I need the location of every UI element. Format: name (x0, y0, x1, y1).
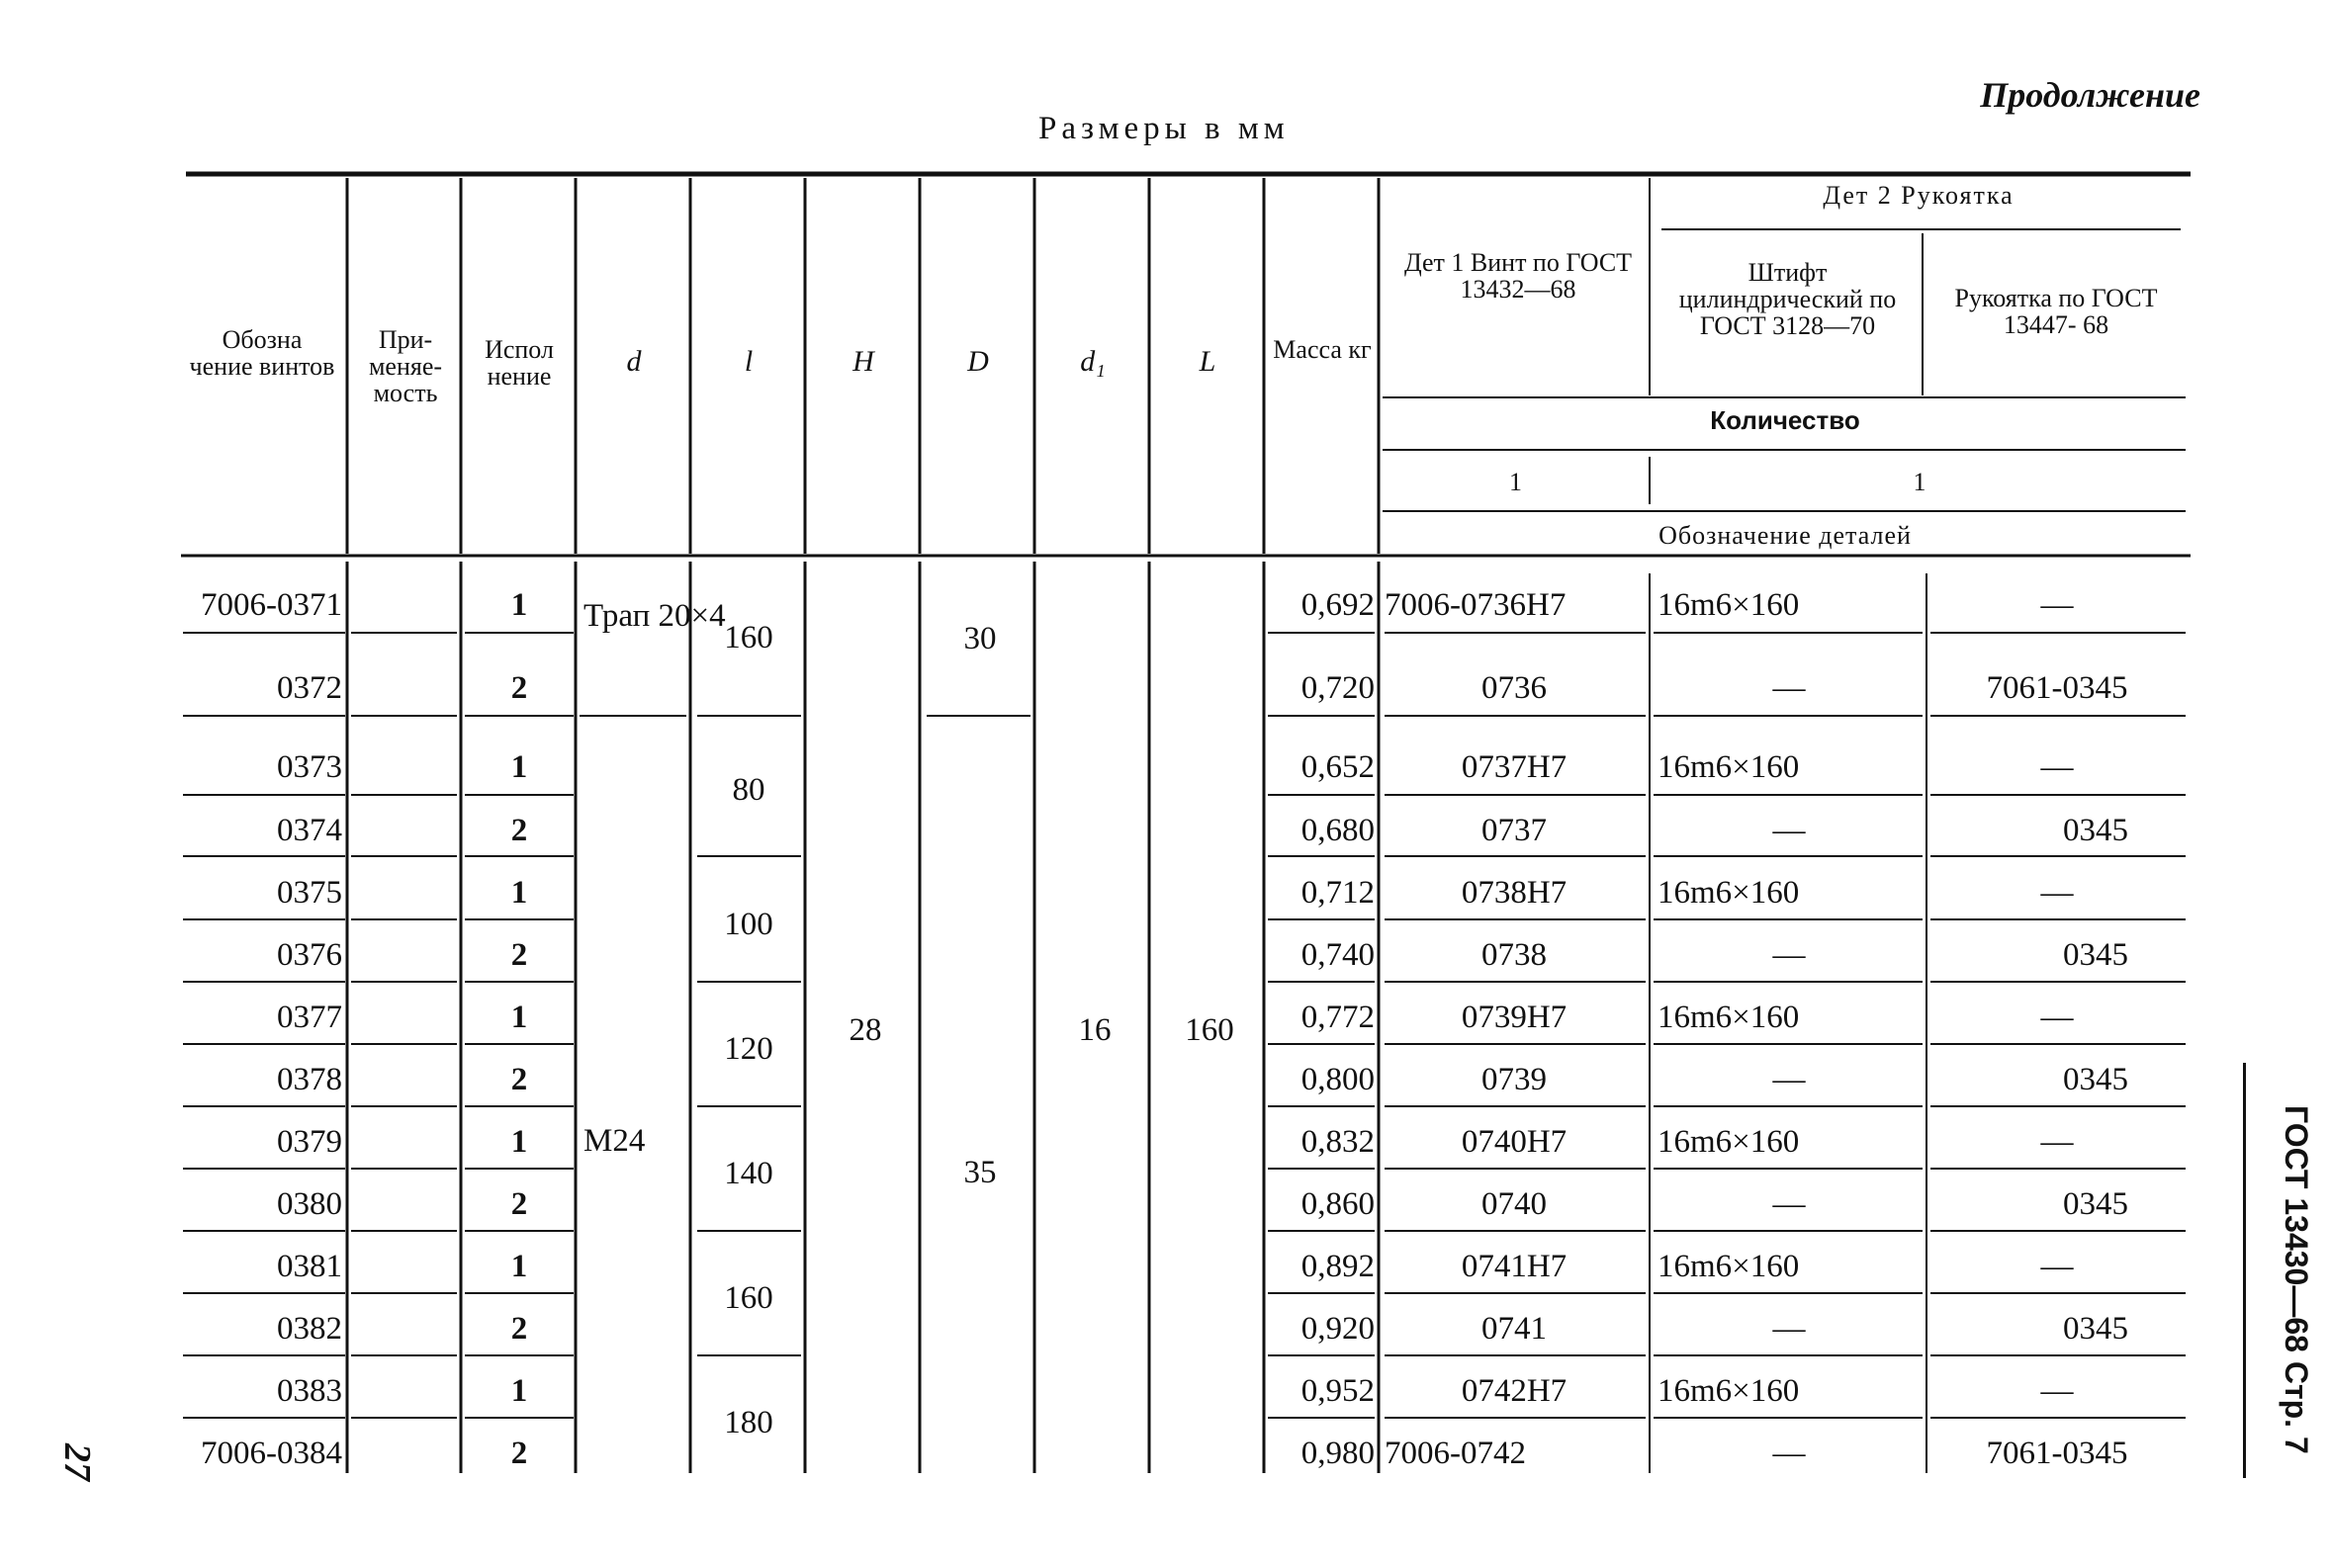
header-D: D (967, 345, 989, 378)
header-qty2: 1 (1913, 468, 1926, 496)
cell-designation: 0380 (277, 1186, 342, 1222)
cell-l: 140 (724, 1156, 773, 1191)
cell-handle: — (2040, 1249, 2074, 1284)
cell-designation: 0382 (277, 1311, 342, 1347)
cell-version: 1 (510, 1124, 528, 1160)
cell-screw: 0737 (1481, 813, 1547, 848)
cell-pin: — (1772, 1062, 1806, 1097)
cell-l: 120 (724, 1031, 773, 1067)
cell-mass: 0,832 (1300, 1124, 1375, 1160)
cell-pin: 16m6×160 (1657, 749, 1800, 785)
table-row (0, 813, 2329, 852)
cell-mass: 0,692 (1300, 587, 1375, 623)
cell-pin: — (1772, 1311, 1806, 1347)
table-row (0, 1000, 2329, 1039)
header-L: L (1199, 345, 1216, 378)
header-part2: Дет 2 Рукоятка (1823, 181, 2015, 210)
cell-screw: 0736 (1481, 670, 1547, 706)
page-number: 27 (56, 1443, 98, 1481)
cell-screw: 0741H7 (1461, 1249, 1568, 1284)
cell-designation: 0378 (277, 1062, 342, 1097)
cell-handle: 0345 (2063, 1062, 2128, 1097)
cell-screw: 0739 (1481, 1062, 1547, 1097)
cell-screw: 0741 (1481, 1311, 1547, 1347)
units-caption: Размеры в мм (1038, 111, 1290, 146)
cell-pin: — (1772, 670, 1806, 706)
header-part1: Дет 1 Винт по ГОСТ 13432—68 (1403, 248, 1633, 304)
cell-version: 2 (510, 670, 528, 706)
cell-handle: — (2040, 1000, 2074, 1035)
header-applicability: При- меняе- мость (368, 325, 443, 407)
header-l: l (744, 345, 754, 378)
cell-pin: 16m6×160 (1657, 1124, 1800, 1160)
cell-designation: 7006-0371 (201, 587, 342, 623)
cell-l: 80 (732, 772, 765, 808)
header-qty1: 1 (1509, 468, 1522, 496)
header-parts-designation: Обозначение деталей (1658, 521, 1912, 550)
cell-d-trap: Трап 20×4 (583, 598, 726, 634)
cell-l: 160 (724, 620, 773, 655)
cell-screw: 0738H7 (1461, 875, 1568, 911)
table-row (0, 1062, 2329, 1101)
table-row (0, 1436, 2329, 1475)
table-row (0, 670, 2329, 710)
header-handle: Рукоятка по ГОСТ 13447- 68 (1954, 284, 2158, 339)
cell-D-30: 30 (963, 621, 997, 656)
cell-pin: — (1772, 937, 1806, 973)
cell-handle: — (2040, 1373, 2074, 1409)
table-row (0, 749, 2329, 789)
cell-mass: 0,860 (1300, 1186, 1375, 1222)
header-pin: Штифт цилиндрический по ГОСТ 3128—70 (1678, 258, 1897, 340)
cell-designation: 0375 (277, 875, 342, 911)
cell-version: 2 (510, 1311, 528, 1347)
cell-version: 2 (510, 1186, 528, 1222)
table-row (0, 1186, 2329, 1226)
cell-version: 2 (510, 1062, 528, 1097)
header-H: H (852, 345, 874, 378)
cell-designation: 0373 (277, 749, 342, 785)
cell-pin: 16m6×160 (1657, 875, 1800, 911)
table-row (0, 1311, 2329, 1350)
table-row (0, 587, 2329, 627)
cell-handle: — (2040, 1124, 2074, 1160)
cell-l: 180 (724, 1405, 773, 1440)
cell-pin: 16m6×160 (1657, 1000, 1800, 1035)
table-row (0, 875, 2329, 915)
cell-pin: — (1772, 1436, 1806, 1471)
cell-version: 1 (510, 1249, 528, 1284)
cell-pin: 16m6×160 (1657, 1249, 1800, 1284)
cell-designation: 0381 (277, 1249, 342, 1284)
header-designation: Обозна чение винтов (189, 325, 335, 381)
cell-version: 1 (510, 749, 528, 785)
cell-mass: 0,920 (1300, 1311, 1375, 1347)
cell-mass: 0,772 (1300, 1000, 1375, 1035)
cell-mass: 0,720 (1300, 670, 1375, 706)
cell-l: 100 (724, 907, 773, 942)
side-label: ГОСТ 13430—68 Стр. 7 (2279, 1105, 2314, 1454)
cell-mass: 0,652 (1300, 749, 1375, 785)
cell-handle: 0345 (2063, 937, 2128, 973)
cell-designation: 0372 (277, 670, 342, 706)
cell-pin: 16m6×160 (1657, 1373, 1800, 1409)
cell-screw: 0738 (1481, 937, 1547, 973)
cell-mass: 0,892 (1300, 1249, 1375, 1284)
header-version: Испол нение (485, 335, 554, 391)
cell-version: 1 (510, 875, 528, 911)
cell-designation: 0383 (277, 1373, 342, 1409)
cell-screw: 7006-0742 (1385, 1436, 1526, 1471)
cell-handle: — (2040, 875, 2074, 911)
cell-handle: — (2040, 749, 2074, 785)
cell-pin: 16m6×160 (1657, 587, 1800, 623)
table-row (0, 1124, 2329, 1164)
cell-mass: 0,952 (1300, 1373, 1375, 1409)
header-quantity: Количество (1710, 405, 1860, 435)
cell-d-m24: М24 (583, 1123, 646, 1159)
cell-screw: 7006-0736H7 (1385, 587, 1567, 623)
cell-designation: 0379 (277, 1124, 342, 1160)
table-row (0, 1249, 2329, 1288)
cell-version: 2 (510, 937, 528, 973)
cell-screw: 0740 (1481, 1186, 1547, 1222)
cell-handle: 0345 (2063, 1311, 2128, 1347)
cell-designation: 0376 (277, 937, 342, 973)
cell-l: 160 (724, 1280, 773, 1316)
cell-version: 1 (510, 587, 528, 623)
cell-mass: 0,800 (1300, 1062, 1375, 1097)
cell-handle: 7061-0345 (1986, 670, 2128, 706)
cell-version: 1 (510, 1000, 528, 1035)
cell-handle: 0345 (2063, 813, 2128, 848)
cell-screw: 0737H7 (1461, 749, 1568, 785)
header-d: d (626, 345, 642, 378)
cell-version: 1 (510, 1373, 528, 1409)
cell-L: 160 (1185, 1012, 1234, 1048)
cell-version: 2 (510, 813, 528, 848)
cell-handle: 0345 (2063, 1186, 2128, 1222)
cell-designation: 0374 (277, 813, 342, 848)
cell-D-35: 35 (963, 1155, 997, 1190)
cell-mass: 0,980 (1300, 1436, 1375, 1471)
table-row (0, 937, 2329, 977)
cell-H: 28 (849, 1012, 882, 1048)
cell-designation: 7006-0384 (201, 1436, 342, 1471)
cell-d1: 16 (1078, 1012, 1112, 1048)
cell-pin: — (1772, 1186, 1806, 1222)
cell-handle: 7061-0345 (1986, 1436, 2128, 1471)
cell-designation: 0377 (277, 1000, 342, 1035)
cell-mass: 0,740 (1300, 937, 1375, 973)
cell-mass: 0,680 (1300, 813, 1375, 848)
header-mass: Масса кг (1273, 335, 1372, 364)
cell-pin: — (1772, 813, 1806, 848)
cell-screw: 0739H7 (1461, 1000, 1568, 1035)
cell-mass: 0,712 (1300, 875, 1375, 911)
continuation-label: Продолжение (1980, 75, 2200, 115)
cell-screw: 0742H7 (1461, 1373, 1568, 1409)
cell-version: 2 (510, 1436, 528, 1471)
header-d1: d₁ (1080, 345, 1106, 378)
cell-screw: 0740H7 (1461, 1124, 1568, 1160)
table-row (0, 1373, 2329, 1413)
cell-handle: — (2040, 587, 2074, 623)
